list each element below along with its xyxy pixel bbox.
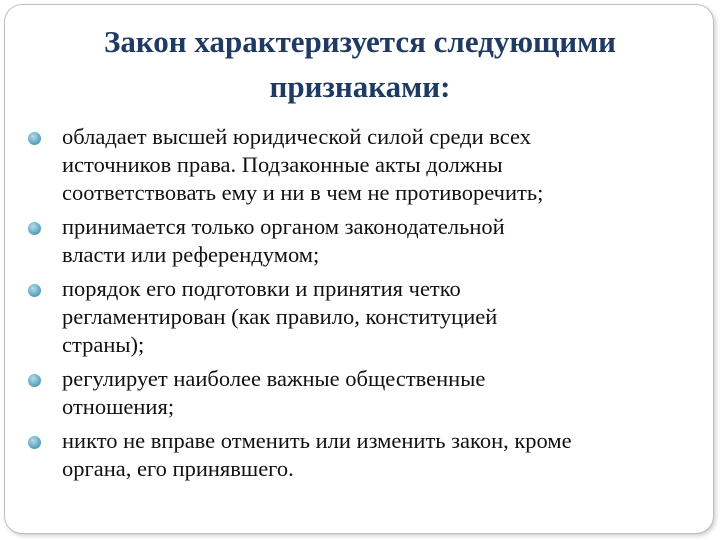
list-item-line: обладает высшей юридической силой среди всех — [62, 124, 531, 149]
round-bullet-icon — [28, 222, 41, 235]
list-item-line: источников права. Подзаконные акты должны — [62, 152, 503, 177]
list-item-line: страны); — [62, 332, 145, 357]
list-item — [28, 275, 708, 359]
slide — [4, 4, 714, 534]
list-item-line: порядок его подготовки и принятия четко — [62, 276, 461, 301]
list-item-line: органа, его принявшего. — [62, 456, 294, 481]
list-item — [28, 123, 708, 207]
list-item-line: регламентирован (как правило, конституцией — [62, 304, 498, 329]
round-bullet-icon — [28, 284, 41, 297]
list-item-line: соответствовать ему и ни в чем не противоречить; — [62, 180, 544, 205]
round-bullet-icon — [28, 374, 41, 387]
list-item — [28, 365, 708, 421]
list-item-line: принимается только органом законодательной — [62, 214, 505, 239]
list-item-line: отношения; — [62, 394, 175, 419]
slide-title — [5, 19, 715, 109]
list-item-line: власти или референдумом; — [62, 242, 320, 267]
list-item-line: никто не вправе отменить или изменить закон, кроме — [62, 428, 572, 453]
round-bullet-icon — [28, 436, 41, 449]
round-bullet-icon — [28, 132, 41, 145]
slide-title-line-1: Закон характеризуется следующими — [103, 24, 617, 59]
list-item-line: регулирует наиболее важные общественные — [62, 366, 486, 391]
list-item — [28, 213, 708, 269]
bullet-list — [28, 123, 708, 489]
list-item — [28, 427, 708, 483]
slide-title-line-2: признаками: — [269, 69, 451, 104]
